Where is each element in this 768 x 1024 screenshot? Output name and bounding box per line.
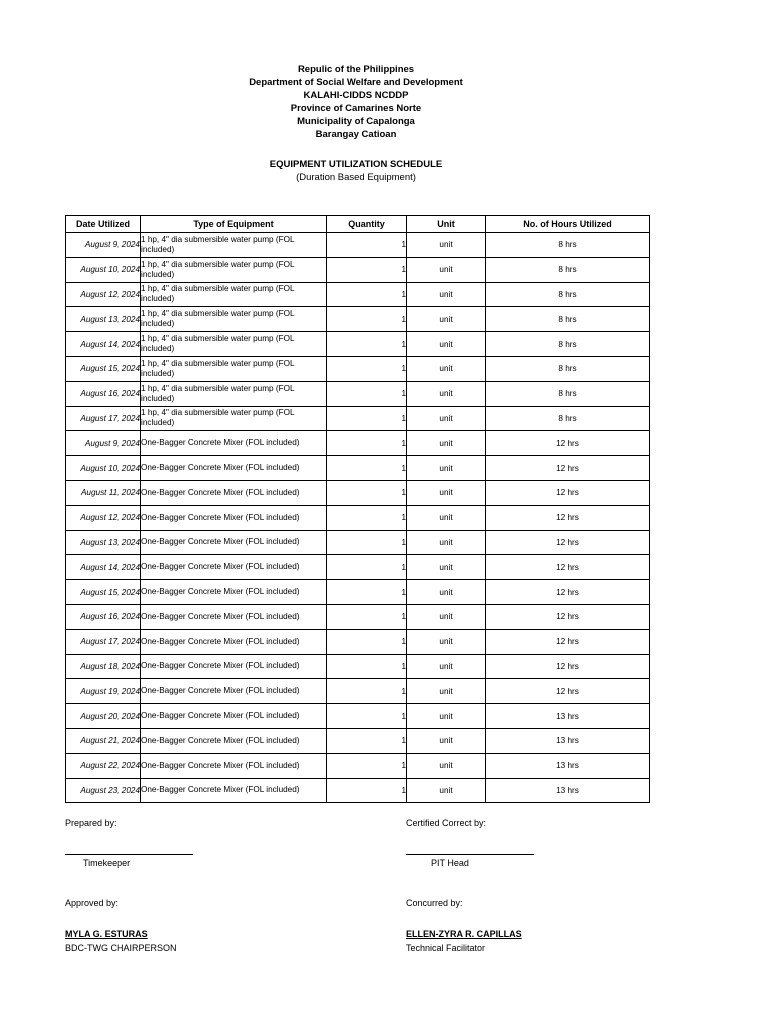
cell-hours: 12 hrs — [486, 431, 650, 456]
table-row — [66, 406, 650, 431]
table-row — [66, 431, 650, 456]
concurred-by-label: Concurred by: — [406, 898, 463, 908]
cell-equipment-type: One-Bagger Concrete Mixer (FOL included) — [141, 505, 327, 530]
cell-date: August 16, 2024 — [66, 604, 141, 629]
cell-hours: 12 hrs — [486, 580, 650, 605]
cell-date: August 18, 2024 — [66, 654, 141, 679]
equipment-schedule-table — [65, 215, 650, 803]
table-row — [66, 456, 650, 481]
cell-equipment-type: One-Bagger Concrete Mixer (FOL included) — [141, 480, 327, 505]
cell-hours: 8 hrs — [486, 356, 650, 381]
cell-hours: 8 hrs — [486, 381, 650, 406]
table-body — [66, 233, 650, 803]
cell-unit: unit — [407, 456, 486, 481]
cell-unit: unit — [407, 233, 486, 258]
cell-hours: 13 hrs — [486, 753, 650, 778]
header-barangay: Barangay Catioan — [315, 129, 397, 140]
cell-hours: 12 hrs — [486, 629, 650, 654]
cell-hours: 12 hrs — [486, 679, 650, 704]
cell-date: August 13, 2024 — [66, 307, 141, 332]
cell-quantity: 1 — [327, 778, 407, 803]
cell-equipment-type: One-Bagger Concrete Mixer (FOL included) — [141, 728, 327, 753]
cell-date: August 22, 2024 — [66, 753, 141, 778]
cell-date: August 15, 2024 — [66, 580, 141, 605]
approved-name: MYLA G. ESTURAS — [65, 929, 148, 939]
cell-hours: 8 hrs — [486, 282, 650, 307]
cell-hours: 8 hrs — [486, 257, 650, 282]
cell-unit: unit — [407, 406, 486, 431]
cell-unit: unit — [407, 356, 486, 381]
cell-quantity: 1 — [327, 679, 407, 704]
cell-hours: 8 hrs — [486, 233, 650, 258]
header-province: Province of Camarines Norte — [290, 103, 422, 114]
cell-equipment-type: 1 hp, 4" dia submersible water pump (FOL included) — [141, 282, 327, 307]
concurred-title: Technical Facilitator — [406, 943, 486, 953]
cell-equipment-type: 1 hp, 4" dia submersible water pump (FOL included) — [141, 233, 327, 258]
cell-unit: unit — [407, 753, 486, 778]
cell-hours: 8 hrs — [486, 406, 650, 431]
document-title: EQUIPMENT UTILIZATION SCHEDULE — [269, 159, 443, 170]
cell-unit: unit — [407, 555, 486, 580]
cell-unit: unit — [407, 604, 486, 629]
cell-quantity: 1 — [327, 307, 407, 332]
approved-title: BDC-TWG CHAIRPERSON — [65, 943, 177, 953]
cell-hours: 8 hrs — [486, 332, 650, 357]
cell-quantity: 1 — [327, 431, 407, 456]
cell-hours: 13 hrs — [486, 728, 650, 753]
table-row — [66, 778, 650, 803]
cell-unit: unit — [407, 431, 486, 456]
cell-unit: unit — [407, 505, 486, 530]
prepared-signature-line — [65, 854, 193, 855]
cell-quantity: 1 — [327, 505, 407, 530]
cell-unit: unit — [407, 480, 486, 505]
cell-date: August 9, 2024 — [66, 431, 141, 456]
cell-unit: unit — [407, 580, 486, 605]
cell-equipment-type: One-Bagger Concrete Mixer (FOL included) — [141, 456, 327, 481]
table-row — [66, 233, 650, 258]
cell-quantity: 1 — [327, 580, 407, 605]
cell-equipment-type: One-Bagger Concrete Mixer (FOL included) — [141, 704, 327, 729]
cell-equipment-type: 1 hp, 4" dia submersible water pump (FOL included) — [141, 332, 327, 357]
header-municipality: Municipality of Capalonga — [297, 116, 415, 127]
col-header-type: Type of Equipment — [141, 216, 327, 233]
cell-hours: 8 hrs — [486, 307, 650, 332]
col-header-hours: No. of Hours Utilized — [486, 216, 650, 233]
cell-unit: unit — [407, 381, 486, 406]
cell-quantity: 1 — [327, 381, 407, 406]
cell-unit: unit — [407, 728, 486, 753]
cell-date: August 10, 2024 — [66, 257, 141, 282]
table-row — [66, 679, 650, 704]
cell-hours: 13 hrs — [486, 704, 650, 729]
cell-unit: unit — [407, 778, 486, 803]
cell-date: August 9, 2024 — [66, 233, 141, 258]
table-row — [66, 580, 650, 605]
cell-quantity: 1 — [327, 233, 407, 258]
header-department: Department of Social Welfare and Development — [249, 77, 463, 88]
cell-quantity: 1 — [327, 704, 407, 729]
table-row — [66, 530, 650, 555]
cell-equipment-type: 1 hp, 4" dia submersible water pump (FOL included) — [141, 406, 327, 431]
cell-equipment-type: One-Bagger Concrete Mixer (FOL included) — [141, 580, 327, 605]
cell-equipment-type: One-Bagger Concrete Mixer (FOL included) — [141, 431, 327, 456]
cell-quantity: 1 — [327, 555, 407, 580]
cell-date: August 15, 2024 — [66, 356, 141, 381]
cell-equipment-type: One-Bagger Concrete Mixer (FOL included) — [141, 555, 327, 580]
cell-equipment-type: One-Bagger Concrete Mixer (FOL included) — [141, 679, 327, 704]
cell-date: August 10, 2024 — [66, 456, 141, 481]
certified-signature-line — [406, 854, 534, 855]
approved-by-label: Approved by: — [65, 898, 119, 908]
cell-equipment-type: One-Bagger Concrete Mixer (FOL included) — [141, 654, 327, 679]
cell-unit: unit — [407, 629, 486, 654]
col-header-quantity: Quantity — [327, 216, 407, 233]
cell-quantity: 1 — [327, 604, 407, 629]
cell-date: August 19, 2024 — [66, 679, 141, 704]
col-header-unit: Unit — [407, 216, 486, 233]
table-row — [66, 332, 650, 357]
header-program: KALAHI-CIDDS NCDDP — [303, 90, 409, 101]
cell-unit: unit — [407, 654, 486, 679]
cell-quantity: 1 — [327, 654, 407, 679]
cell-unit: unit — [407, 530, 486, 555]
header-country: Repulic of the Philippines — [297, 64, 415, 75]
cell-quantity: 1 — [327, 530, 407, 555]
cell-date: August 14, 2024 — [66, 555, 141, 580]
cell-unit: unit — [407, 332, 486, 357]
cell-quantity: 1 — [327, 629, 407, 654]
table-row — [66, 257, 650, 282]
cell-quantity: 1 — [327, 356, 407, 381]
table-row — [66, 480, 650, 505]
table-row — [66, 704, 650, 729]
cell-hours: 13 hrs — [486, 778, 650, 803]
cell-quantity: 1 — [327, 406, 407, 431]
cell-unit: unit — [407, 704, 486, 729]
table-row — [66, 629, 650, 654]
cell-hours: 12 hrs — [486, 555, 650, 580]
cell-date: August 17, 2024 — [66, 406, 141, 431]
cell-date: August 12, 2024 — [66, 505, 141, 530]
cell-unit: unit — [407, 282, 486, 307]
cell-date: August 21, 2024 — [66, 728, 141, 753]
prepared-by-label: Prepared by: — [65, 818, 117, 828]
cell-equipment-type: 1 hp, 4" dia submersible water pump (FOL included) — [141, 307, 327, 332]
concurred-name: ELLEN-ZYRA R. CAPILLAS — [406, 929, 522, 939]
cell-unit: unit — [407, 307, 486, 332]
cell-equipment-type: One-Bagger Concrete Mixer (FOL included) — [141, 530, 327, 555]
cell-date: August 16, 2024 — [66, 381, 141, 406]
cell-date: August 23, 2024 — [66, 778, 141, 803]
cell-quantity: 1 — [327, 456, 407, 481]
cell-hours: 12 hrs — [486, 480, 650, 505]
cell-date: August 11, 2024 — [66, 480, 141, 505]
cell-date: August 12, 2024 — [66, 282, 141, 307]
document-header — [0, 63, 712, 141]
cell-date: August 13, 2024 — [66, 530, 141, 555]
col-header-date: Date Utilized — [66, 216, 141, 233]
table-row — [66, 728, 650, 753]
document-title-block — [0, 158, 712, 184]
certified-role: PIT Head — [431, 858, 469, 868]
table-row — [66, 307, 650, 332]
table-row — [66, 381, 650, 406]
cell-quantity: 1 — [327, 332, 407, 357]
cell-equipment-type: One-Bagger Concrete Mixer (FOL included) — [141, 778, 327, 803]
cell-equipment-type: 1 hp, 4" dia submersible water pump (FOL included) — [141, 257, 327, 282]
cell-unit: unit — [407, 679, 486, 704]
table-row — [66, 654, 650, 679]
cell-quantity: 1 — [327, 257, 407, 282]
cell-hours: 12 hrs — [486, 505, 650, 530]
cell-date: August 14, 2024 — [66, 332, 141, 357]
cell-quantity: 1 — [327, 480, 407, 505]
cell-equipment-type: One-Bagger Concrete Mixer (FOL included) — [141, 629, 327, 654]
cell-date: August 17, 2024 — [66, 629, 141, 654]
cell-equipment-type: 1 hp, 4" dia submersible water pump (FOL included) — [141, 356, 327, 381]
cell-hours: 12 hrs — [486, 604, 650, 629]
cell-equipment-type: 1 hp, 4" dia submersible water pump (FOL included) — [141, 381, 327, 406]
cell-equipment-type: One-Bagger Concrete Mixer (FOL included) — [141, 604, 327, 629]
cell-quantity: 1 — [327, 728, 407, 753]
cell-equipment-type: One-Bagger Concrete Mixer (FOL included) — [141, 753, 327, 778]
table-row — [66, 555, 650, 580]
document-subtitle: (Duration Based Equipment) — [296, 172, 416, 183]
cell-hours: 12 hrs — [486, 654, 650, 679]
table-header-row — [66, 216, 650, 233]
cell-hours: 12 hrs — [486, 530, 650, 555]
table-row — [66, 282, 650, 307]
cell-date: August 20, 2024 — [66, 704, 141, 729]
cell-quantity: 1 — [327, 753, 407, 778]
table-row — [66, 356, 650, 381]
cell-quantity: 1 — [327, 282, 407, 307]
table-row — [66, 753, 650, 778]
cell-hours: 12 hrs — [486, 456, 650, 481]
certified-by-label: Certified Correct by: — [406, 818, 487, 828]
cell-unit: unit — [407, 257, 486, 282]
prepared-role: Timekeeper — [83, 858, 131, 868]
table-row — [66, 505, 650, 530]
table-row — [66, 604, 650, 629]
